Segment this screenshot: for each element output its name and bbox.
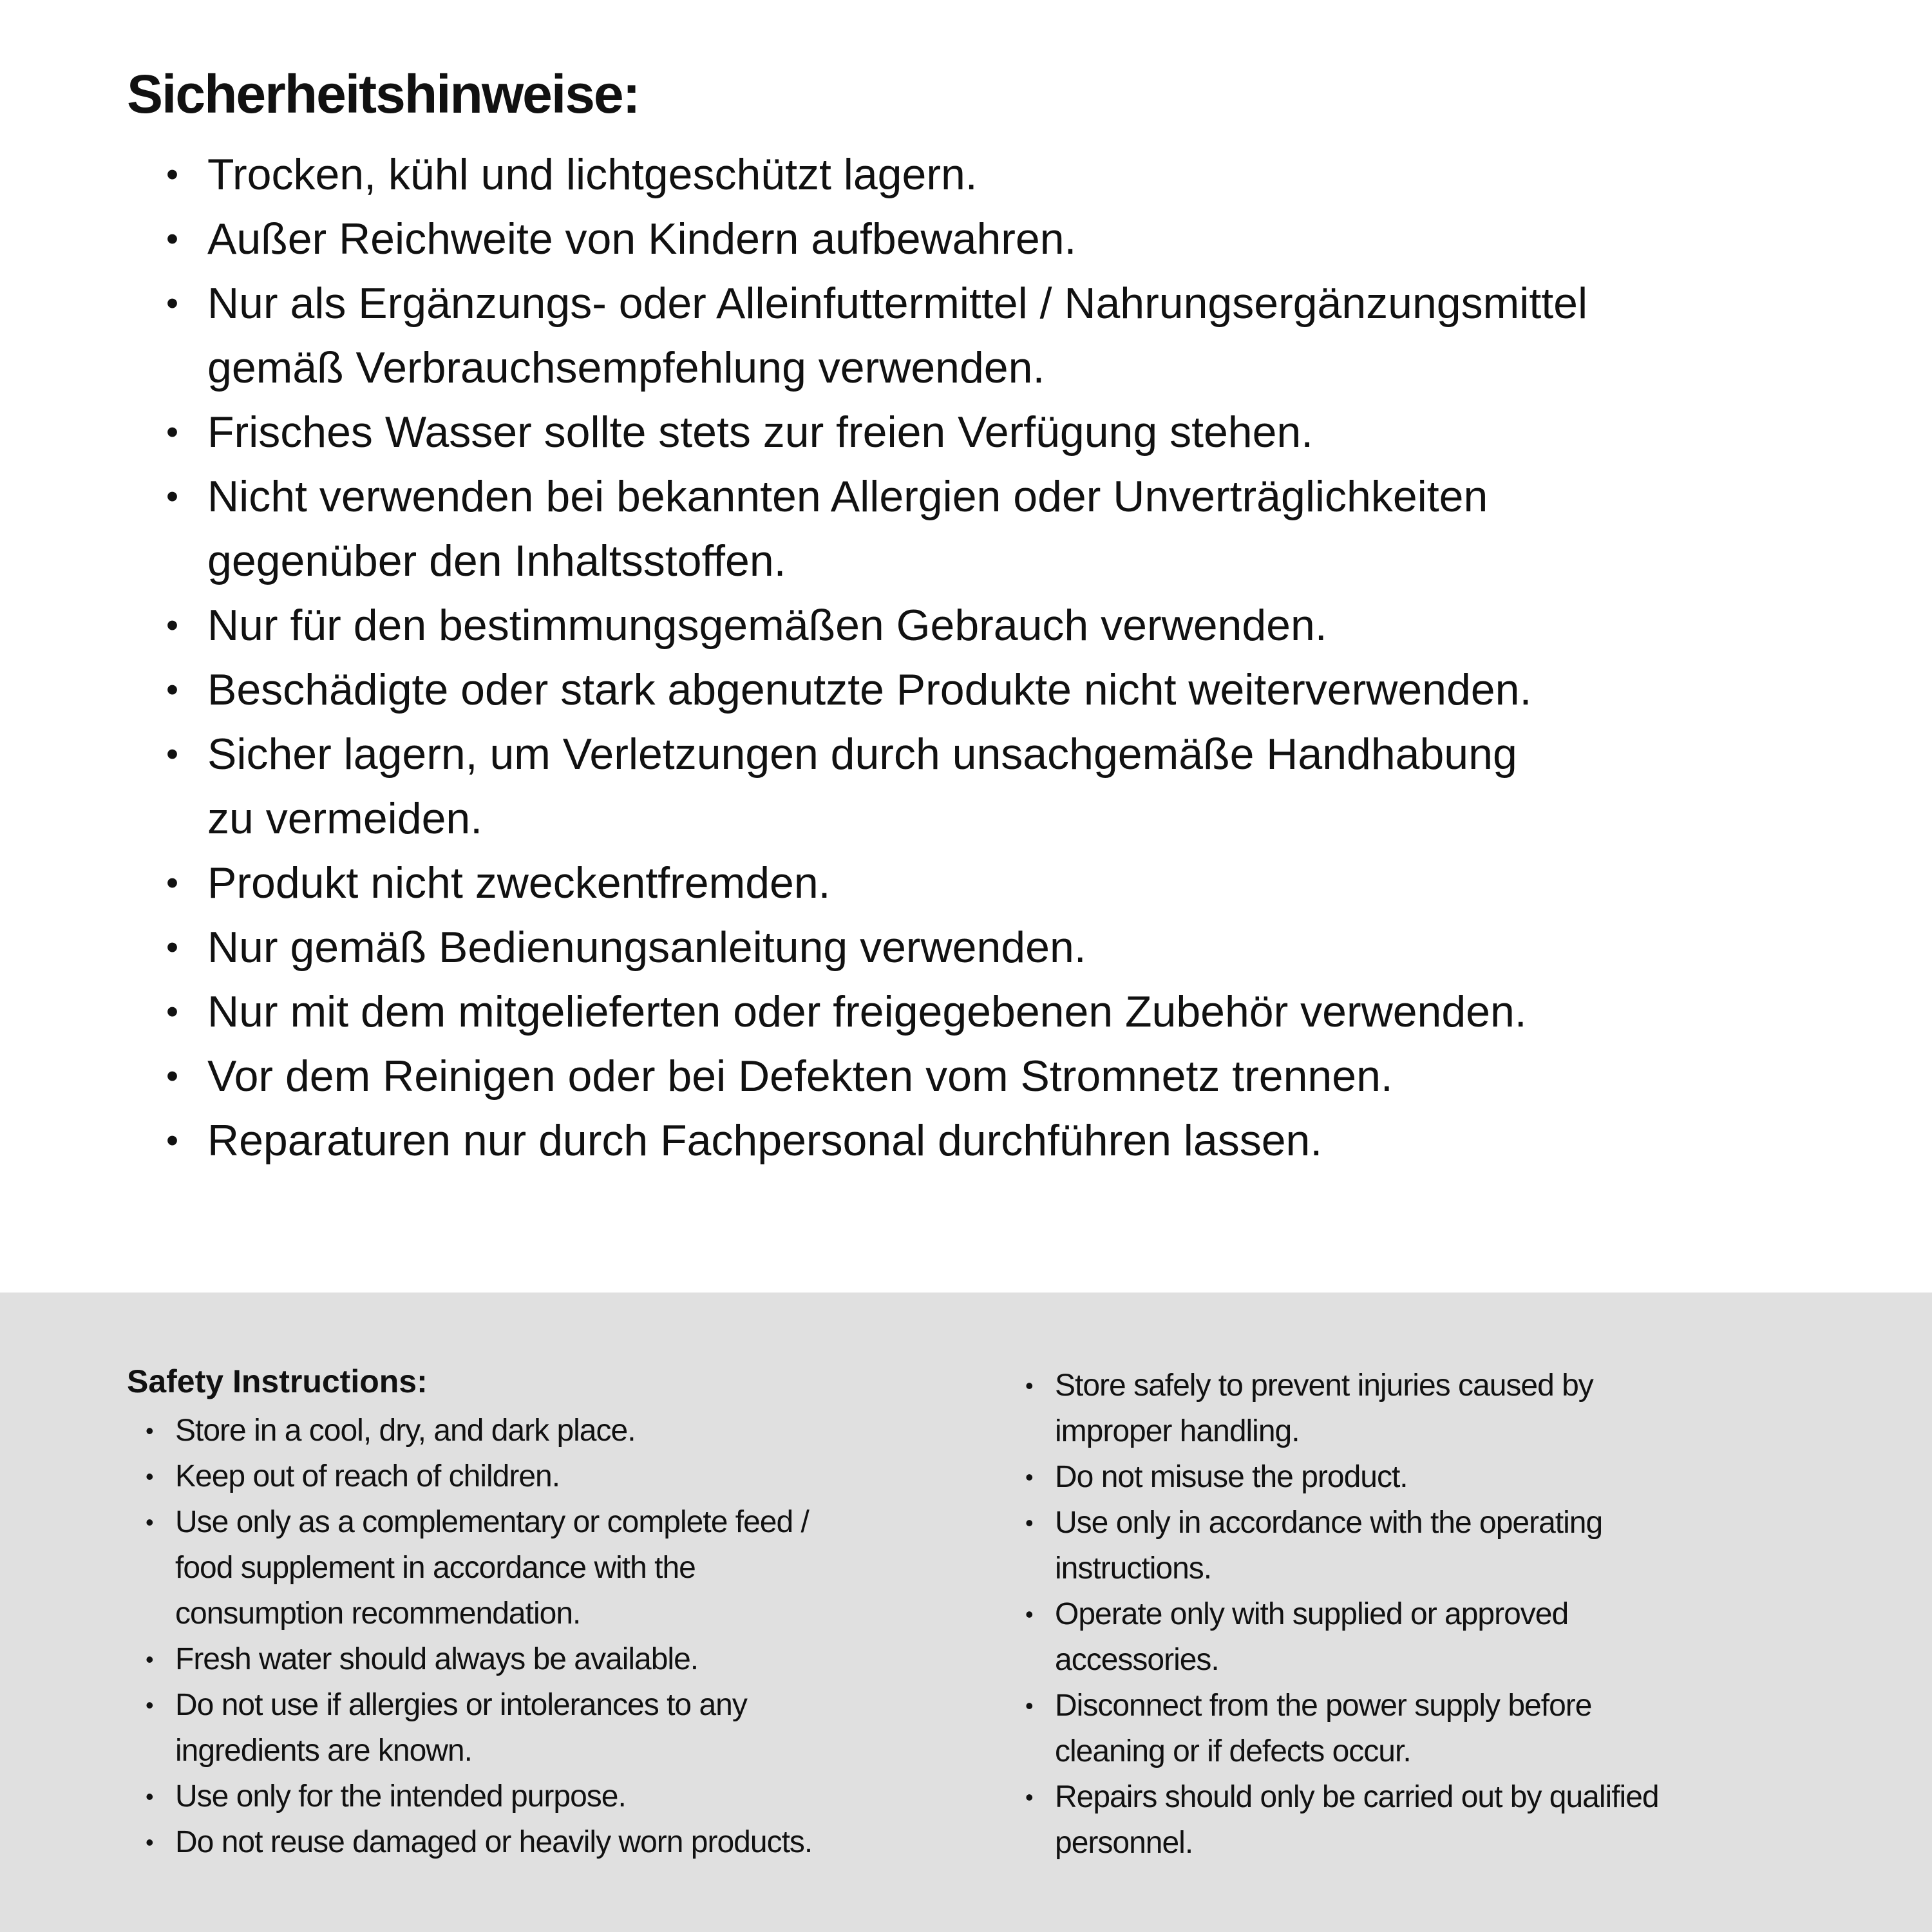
bullet-icon: • bbox=[166, 155, 179, 194]
bullet-icon: • bbox=[146, 1646, 153, 1672]
list-item-text: Nur als Ergänzungs- oder Alleinfuttermittel / Nahrungsergänzungsmittel gemäß Verbrauchsempfehlung verwenden. bbox=[207, 279, 1588, 392]
list-item bbox=[143, 1499, 812, 1636]
list-item bbox=[162, 464, 1587, 593]
bullet-icon: • bbox=[1025, 1464, 1033, 1490]
bullet-icon: • bbox=[166, 283, 179, 323]
bullet-icon: • bbox=[1025, 1784, 1033, 1810]
list-item bbox=[162, 271, 1587, 400]
list-item-text: Reparaturen nur durch Fachpersonal durchführen lassen. bbox=[207, 1116, 1323, 1165]
english-right-list bbox=[1023, 1363, 1659, 1866]
list-item-text: Do not use if allergies or intolerances to any ingredients are known. bbox=[175, 1688, 747, 1768]
bullet-icon: • bbox=[166, 734, 179, 773]
list-item-text: Use only in accordance with the operating instructions. bbox=[1055, 1506, 1603, 1586]
list-item-text: Operate only with supplied or approved accessories. bbox=[1055, 1597, 1569, 1677]
list-item-text: Frisches Wasser sollte stets zur freien Verfügung stehen. bbox=[207, 408, 1314, 457]
list-item bbox=[162, 207, 1587, 271]
list-item bbox=[162, 142, 1587, 207]
list-item-text: Use only for the intended purpose. bbox=[175, 1779, 626, 1814]
list-item-text: Nur mit dem mitgelieferten oder freigegebenen Zubehör verwenden. bbox=[207, 987, 1527, 1036]
list-item bbox=[1023, 1774, 1659, 1866]
list-item-text: Repairs should only be carried out by qualified personnel. bbox=[1055, 1780, 1659, 1860]
list-item-text: Sicher lagern, um Verletzungen durch unsachgemäße Handhabung zu vermeiden. bbox=[207, 730, 1517, 843]
list-item-text: Fresh water should always be available. bbox=[175, 1642, 699, 1676]
list-item bbox=[162, 400, 1587, 464]
list-item bbox=[162, 658, 1587, 722]
list-item bbox=[143, 1408, 812, 1454]
bullet-icon: • bbox=[146, 1463, 153, 1490]
list-item-text: Do not reuse damaged or heavily worn products. bbox=[175, 1825, 813, 1859]
bullet-icon: • bbox=[166, 863, 179, 902]
list-item-text: Außer Reichweite von Kindern aufbewahren. bbox=[207, 214, 1077, 263]
bullet-icon: • bbox=[1025, 1372, 1033, 1399]
list-item bbox=[162, 1044, 1587, 1108]
list-item bbox=[162, 851, 1587, 915]
bullet-icon: • bbox=[146, 1829, 153, 1855]
list-item-text: Store safely to prevent injuries caused by improper handling. bbox=[1055, 1368, 1593, 1448]
list-item bbox=[143, 1819, 812, 1865]
bullet-icon: • bbox=[146, 1783, 153, 1810]
list-item bbox=[1023, 1363, 1659, 1454]
list-item-text: Vor dem Reinigen oder bei Defekten vom Stromnetz trennen. bbox=[207, 1052, 1393, 1101]
list-item-text: Produkt nicht zweckentfremden. bbox=[207, 858, 831, 907]
bullet-icon: • bbox=[146, 1417, 153, 1444]
list-item-text: Keep out of reach of children. bbox=[175, 1459, 560, 1493]
bullet-icon: • bbox=[1025, 1601, 1033, 1627]
list-item bbox=[162, 593, 1587, 658]
list-item-text: Nicht verwenden bei bekannten Allergien oder Unverträglichkeiten gegenüber den Inhaltsstoffen. bbox=[207, 472, 1488, 585]
list-item bbox=[162, 980, 1587, 1044]
list-item bbox=[143, 1454, 812, 1499]
list-item-text: Store in a cool, dry, and dark place. bbox=[175, 1414, 636, 1448]
bullet-icon: • bbox=[166, 1121, 179, 1160]
list-item bbox=[162, 722, 1587, 851]
list-item-text: Do not misuse the product. bbox=[1055, 1460, 1408, 1494]
german-safety-list bbox=[162, 142, 1587, 1173]
list-item-text: Nur gemäß Bedienungsanleitung verwenden. bbox=[207, 923, 1086, 972]
bullet-icon: • bbox=[166, 605, 179, 645]
bullet-icon: • bbox=[166, 992, 179, 1031]
english-title: Safety Instructions: bbox=[127, 1363, 428, 1399]
bullet-icon: • bbox=[166, 1056, 179, 1095]
bullet-icon: • bbox=[166, 927, 179, 967]
bullet-icon: • bbox=[146, 1509, 153, 1535]
list-item bbox=[1023, 1683, 1659, 1774]
bullet-icon: • bbox=[166, 477, 179, 516]
list-item bbox=[143, 1682, 812, 1774]
bullet-icon: • bbox=[1025, 1510, 1033, 1536]
list-item-text: Beschädigte oder stark abgenutzte Produkte nicht weiterverwenden. bbox=[207, 665, 1532, 714]
list-item bbox=[162, 1108, 1587, 1173]
bullet-icon: • bbox=[146, 1692, 153, 1718]
english-left-list bbox=[143, 1408, 812, 1865]
list-item bbox=[143, 1774, 812, 1819]
bullet-icon: • bbox=[166, 219, 179, 258]
list-item bbox=[1023, 1591, 1659, 1683]
bullet-icon: • bbox=[1025, 1692, 1033, 1719]
list-item-text: Disconnect from the power supply before cleaning or if defects occur. bbox=[1055, 1689, 1592, 1768]
list-item bbox=[162, 915, 1587, 980]
list-item-text: Nur für den bestimmungsgemäßen Gebrauch verwenden. bbox=[207, 601, 1327, 650]
list-item bbox=[143, 1636, 812, 1682]
bullet-icon: • bbox=[166, 670, 179, 709]
list-item-text: Trocken, kühl und lichtgeschützt lagern. bbox=[207, 150, 978, 199]
bullet-icon: • bbox=[166, 412, 179, 451]
list-item-text: Use only as a complementary or complete feed / food supplement in accordance with the consumption recommendation. bbox=[175, 1505, 809, 1631]
list-item bbox=[1023, 1500, 1659, 1591]
list-item bbox=[1023, 1454, 1659, 1500]
page-title: Sicherheitshinweise: bbox=[127, 64, 639, 124]
